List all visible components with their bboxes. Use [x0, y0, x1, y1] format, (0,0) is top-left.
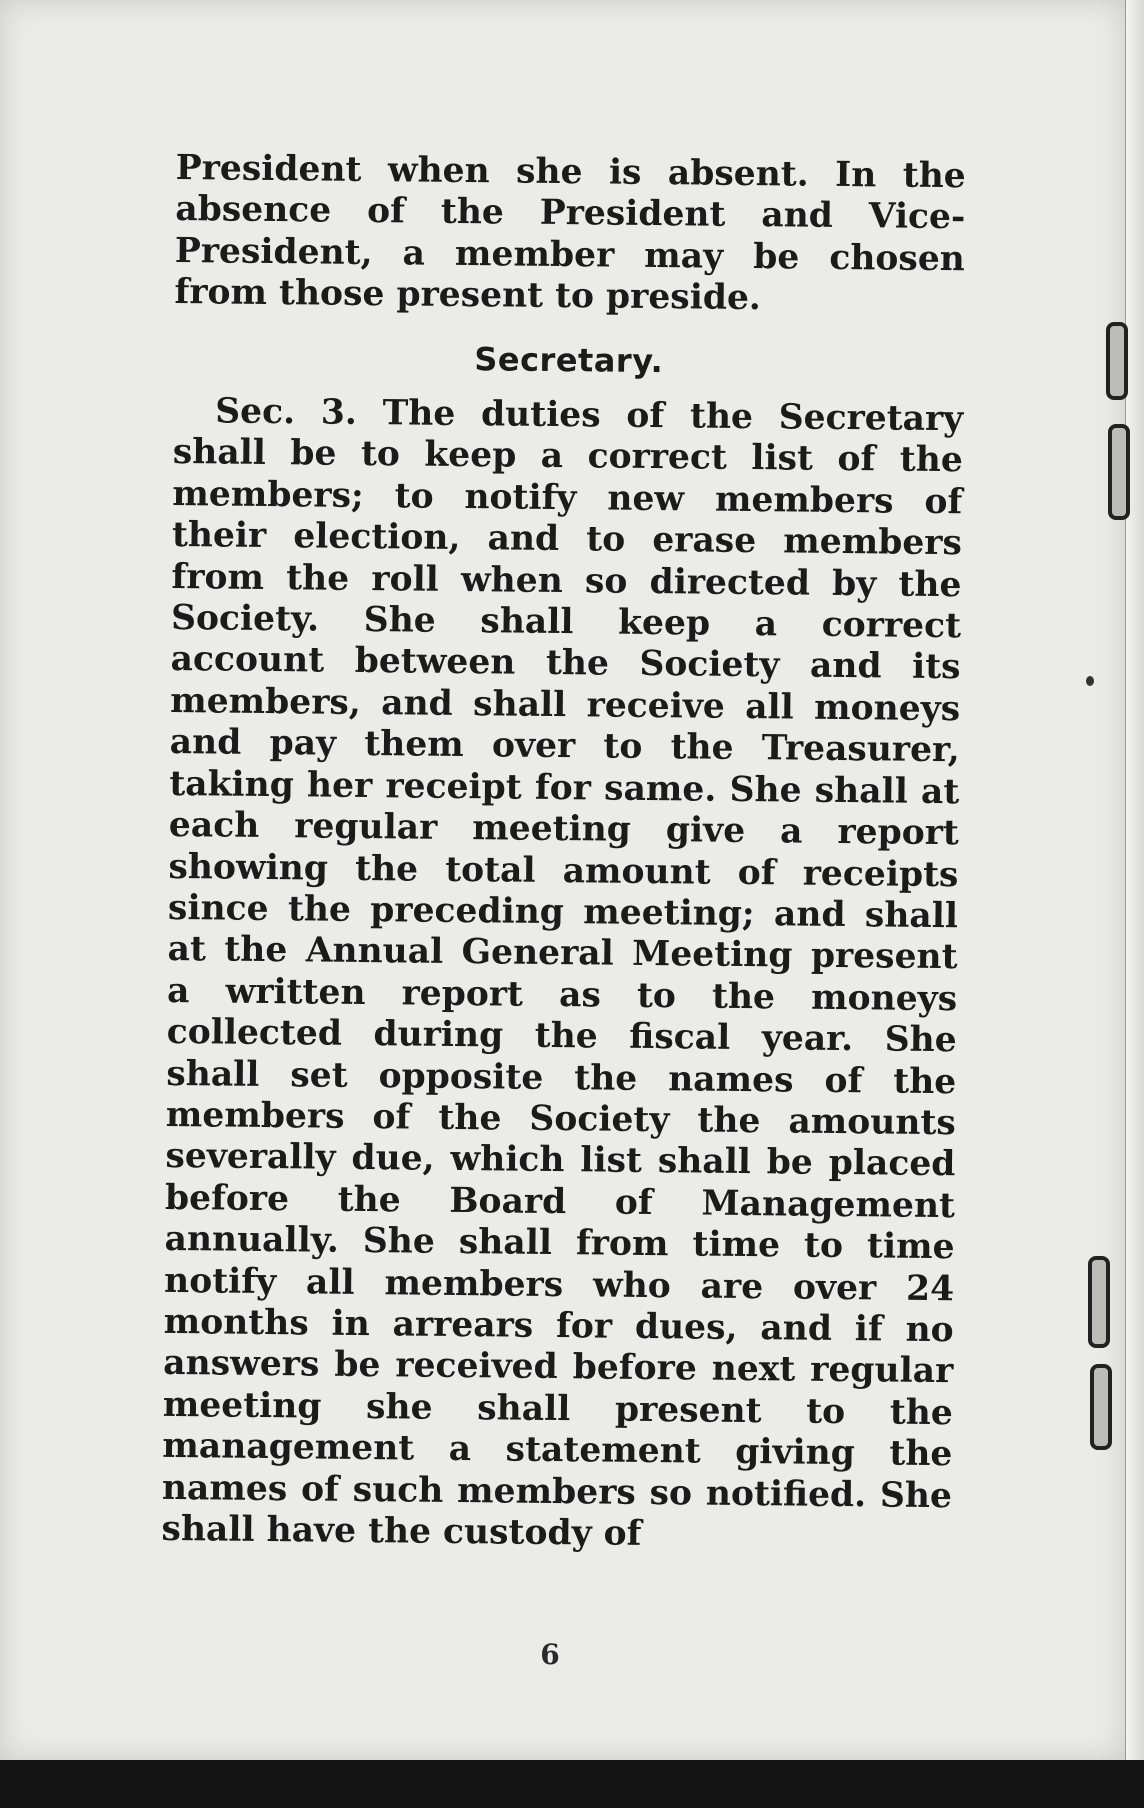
section-heading-secretary: Secretary.	[474, 339, 664, 380]
body-text	[161, 148, 966, 1559]
staple-bottom	[1088, 1256, 1110, 1348]
scan-border	[0, 1760, 1144, 1808]
staple-top-lower	[1108, 424, 1130, 520]
binding-hole	[1086, 676, 1094, 686]
staple-bottom-lower	[1090, 1364, 1112, 1450]
page-number: 6	[540, 1638, 560, 1671]
staple-top	[1106, 322, 1128, 400]
paragraph-secretary-duties: Sec. 3. The duties of the Secretary shall be to keep a correct list of the members; to notify new members of their election, and to erase members from the roll when so directed by the Society. She shall keep a correct account between the Society and its members, and shall receive all moneys and pay them over to the Treasurer, taking her receipt for same. She shall at each regular meeting give a report showing the total amount of receipts since the preceding meeting; and shall at the Annual General Meeting present a written report as to the moneys collected during the fiscal year. She shall set opposite the names of the members of the Society the amounts severally due, which list shall be placed before the Board of Management annually. She shall from time to time notify all members who are over 24 months in arrears for dues, and if no answers be received before next regular meeting she shall present to the management a statement giving the names of such members so notified. She shall have the custody of	[161, 391, 964, 1554]
paragraph-vice-president: President when she is absent. In the absence of the President and Vice-President, a member may be chosen from those present to preside.	[174, 148, 966, 319]
page-edge	[1126, 0, 1144, 1760]
